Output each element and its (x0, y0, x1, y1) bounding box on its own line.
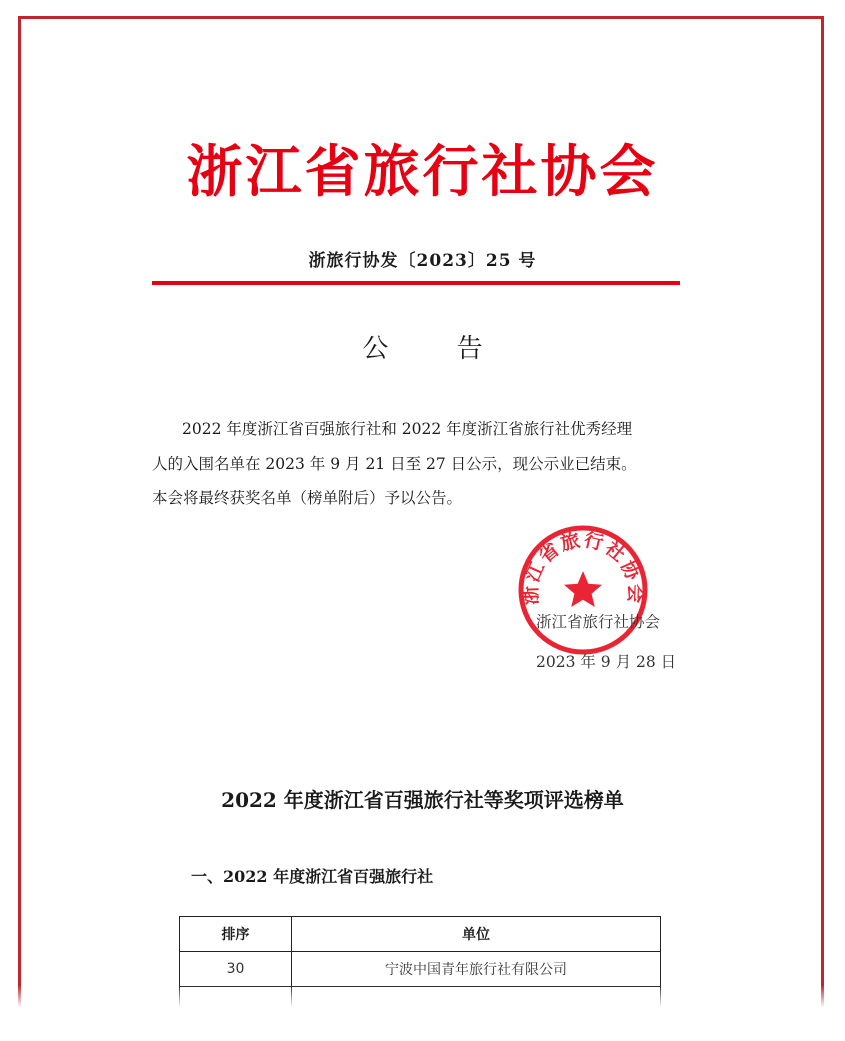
notice-body-line: 2022 年度浙江省百强旅行社和 2022 年度浙江省旅行社优秀经理 (182, 420, 633, 438)
rank-cell: 30 (180, 952, 292, 987)
seal-text: 浙江省旅行社协会 (519, 528, 647, 606)
signer-name: 浙江省旅行社协会 (536, 613, 661, 631)
notice-body-line: 人的入围名单在 2023 年 9 月 21 日至 27 日公示，现公示业已结束。 (152, 454, 637, 473)
table-row (180, 952, 661, 987)
unit-cell: 宁波中国青年旅行社有限公司 (292, 952, 661, 987)
signature-date: 2023 年 9 月 28 日 (536, 653, 677, 671)
column-header-rank: 排序 (180, 917, 292, 952)
table-header-row (180, 917, 661, 952)
notice-body-line: 本会将最终获奖名单（榜单附后）予以公告。 (152, 489, 463, 507)
document-number: 浙旅行协发〔2023〕25 号 (308, 251, 537, 271)
award-list-title: 2022 年度浙江省百强旅行社等奖项评选榜单 (221, 788, 624, 812)
official-seal-icon (516, 523, 650, 657)
column-header-unit: 单位 (292, 917, 661, 952)
notice-body (152, 412, 692, 516)
organization-title: 浙江省旅行社协会 (186, 139, 659, 205)
section-title: 一、2022 年度浙江省百强旅行社 (191, 867, 434, 886)
page-cutoff-fade (0, 985, 845, 1041)
notice-title: 公 告 (362, 334, 513, 364)
red-divider (152, 281, 680, 285)
seal-star-icon (564, 571, 602, 607)
